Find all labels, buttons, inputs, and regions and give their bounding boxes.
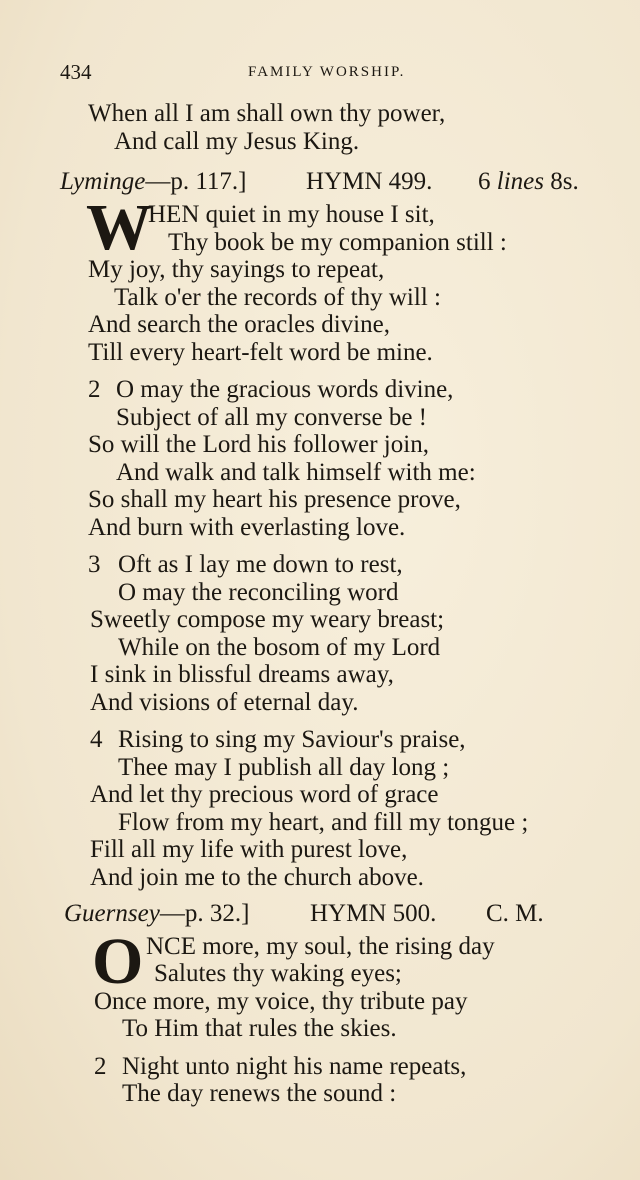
drop-cap: W <box>86 191 152 264</box>
verse-line: Rising to sing my Saviour's praise, <box>118 726 466 753</box>
verse-line: Night unto night his name repeats, <box>122 1053 467 1080</box>
meter-suffix: 8s. <box>550 168 579 195</box>
stanza-number: 2 <box>88 376 101 403</box>
verse-line: And call my Jesus King. <box>114 128 360 155</box>
stanza-number: 3 <box>88 551 101 578</box>
hymn-499-title: HYMN 499. <box>306 168 433 195</box>
running-title: FAMILY WORSHIP. <box>248 64 406 80</box>
verse-line: I sink in blissful dreams away, <box>90 661 394 688</box>
verse-line: My joy, thy sayings to repeat, <box>88 256 385 283</box>
verse-line: Till every heart-felt word be mine. <box>88 339 433 366</box>
verse-line: And join me to the church above. <box>90 864 424 891</box>
tune-name: Lyminge <box>60 168 146 195</box>
verse-line: To Him that rules the skies. <box>122 1015 397 1042</box>
hymn-500-meter: C. M. <box>486 900 544 927</box>
verse-line: HEN quiet in my house I sit, <box>148 201 435 228</box>
verse-line: And let thy precious word of grace <box>90 781 439 808</box>
verse-line: Sweetly compose my weary breast; <box>90 606 445 633</box>
meter-number: 6 <box>478 168 491 195</box>
verse-line: O may the gracious words divine, <box>116 376 454 403</box>
verse-line: And walk and talk himself with me: <box>116 459 476 486</box>
stanza-number: 2 <box>94 1053 107 1080</box>
verse-line: When all I am shall own thy power, <box>88 100 446 127</box>
verse-line: And visions of eternal day. <box>90 689 359 716</box>
verse-line: Once more, my voice, thy tribute pay <box>94 988 468 1015</box>
drop-cap: O <box>92 925 144 998</box>
hymn-500-title: HYMN 500. <box>310 900 437 927</box>
verse-line: And burn with everlasting love. <box>88 514 406 541</box>
verse-line: Subject of all my converse be ! <box>116 404 428 431</box>
verse-line: So will the Lord his follower join, <box>88 431 429 458</box>
hymn-500-header <box>64 900 249 928</box>
tune-reference: —p. 117.] <box>145 168 247 195</box>
verse-line: While on the bosom of my Lord <box>118 634 441 661</box>
verse-line: Oft as I lay me down to rest, <box>118 551 403 578</box>
verse-line: The day renews the sound : <box>122 1080 397 1107</box>
page-number: 434 <box>60 60 92 84</box>
verse-line: So shall my heart his presence prove, <box>88 486 461 513</box>
verse-line: Talk o'er the records of thy will : <box>114 284 441 311</box>
tune-reference: —p. 32.] <box>159 900 250 927</box>
stanza-number: 4 <box>90 726 103 753</box>
tune-name: Guernsey <box>64 900 160 927</box>
verse-line: Salutes thy waking eyes; <box>154 960 402 987</box>
verse-line: NCE more, my soul, the rising day <box>146 933 495 960</box>
verse-line: And search the oracles divine, <box>88 311 390 338</box>
verse-line: Flow from my heart, and fill my tongue ; <box>118 809 529 836</box>
hymn-499-meter <box>478 168 579 196</box>
meter-italic: lines <box>496 168 544 195</box>
verse-line: Thee may I publish all day long ; <box>118 754 450 781</box>
verse-line: O may the reconciling word <box>118 579 399 606</box>
verse-line: Thy book be my companion still : <box>168 229 507 256</box>
verse-line: Fill all my life with purest love, <box>90 836 408 863</box>
